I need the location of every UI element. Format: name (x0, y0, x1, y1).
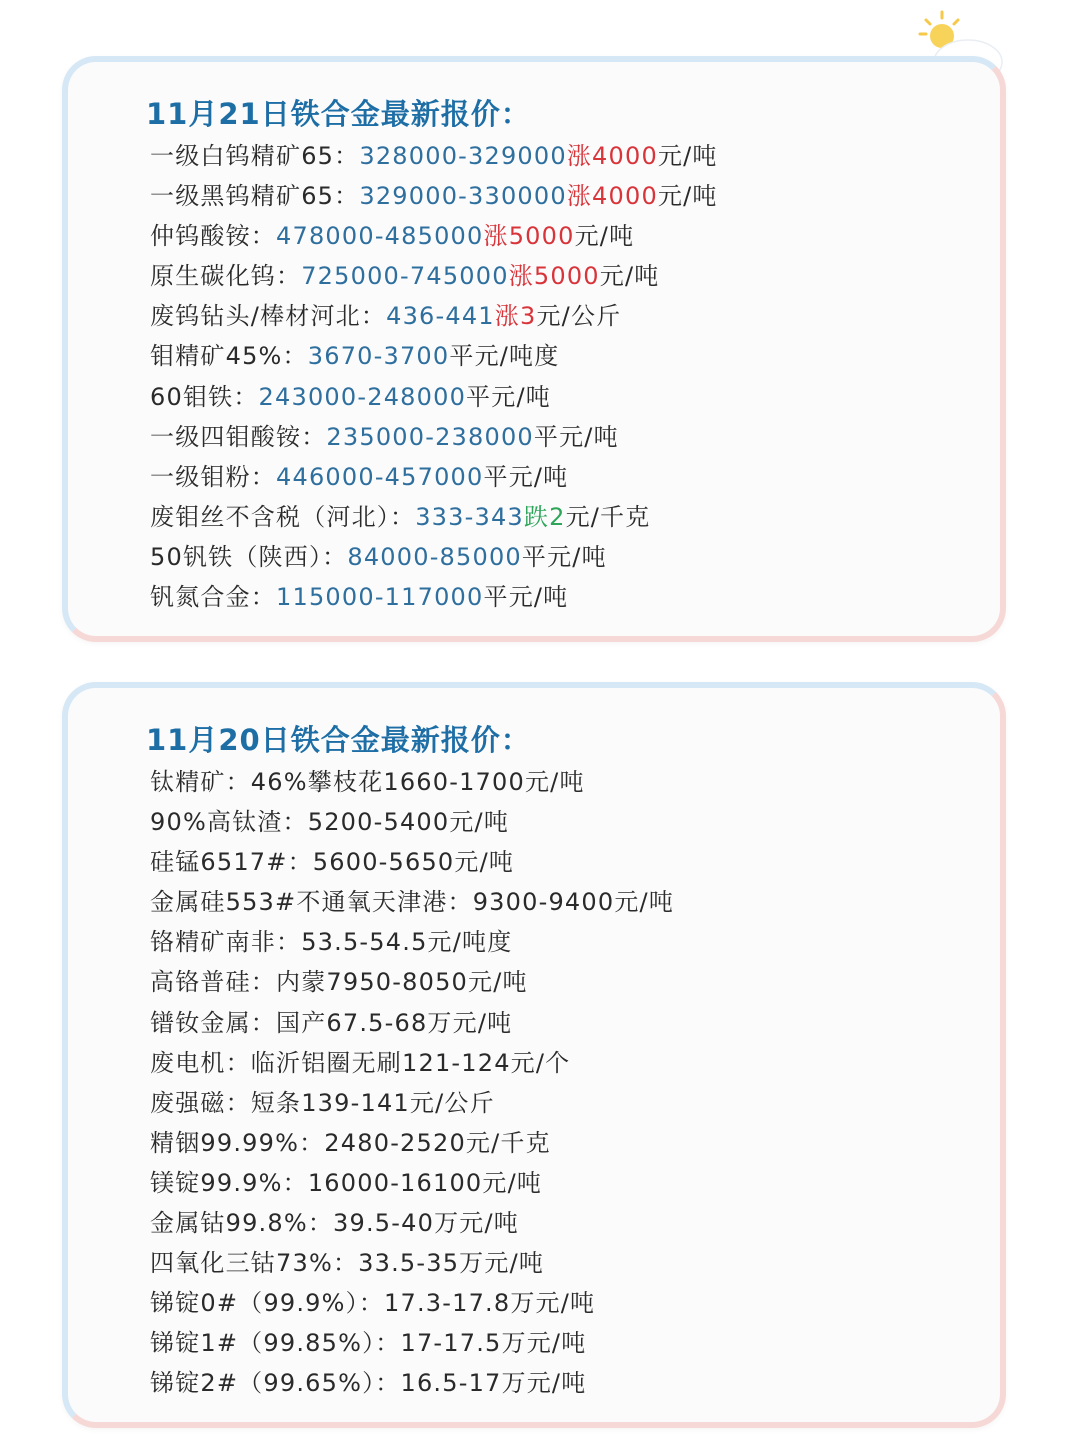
price-unit: 平元/吨 (483, 583, 569, 612)
price-range: 243000-248000 (258, 382, 467, 411)
price-unit: 平元/吨 (466, 382, 551, 411)
price-range: 436-441 (386, 302, 495, 331)
price-row: 90%高钛渣：5200-5400元/吨 (150, 808, 510, 837)
price-change-up: 涨5000 (508, 262, 600, 291)
price-list (150, 762, 674, 1404)
card-title: 11月20日铁合金最新报价： (146, 723, 531, 757)
item-name: 50钒铁（陕西）： (150, 542, 348, 571)
price-range: 84000-85000 (347, 542, 522, 571)
price-row (150, 176, 718, 216)
price-row (150, 417, 718, 457)
price-range: 3670-3700 (307, 342, 450, 371)
price-unit: 平元/吨 (521, 542, 607, 571)
price-unit: 平元/吨度 (449, 342, 560, 371)
price-row: 高铬普硅：内蒙7950-8050元/吨 (150, 968, 528, 997)
price-row: 废强磁：短条139-141元/公斤 (150, 1088, 495, 1117)
price-row (150, 537, 718, 577)
price-row: 金属钴99.8%：39.5-40万元/吨 (150, 1209, 519, 1238)
item-name: 钒氮合金： (150, 583, 276, 612)
price-change-up: 涨4000 (566, 142, 658, 170)
price-row (150, 457, 718, 497)
price-row (150, 336, 718, 376)
price-range: 328000-329000 (359, 142, 567, 170)
price-row: 硅锰6517#：5600-5650元/吨 (150, 848, 515, 877)
item-name: 一级白钨精矿65： (150, 142, 360, 170)
price-row: 铬精矿南非：53.5-54.5元/吨度 (150, 928, 513, 957)
price-row (150, 377, 718, 417)
price-unit: 平元/吨 (483, 462, 569, 491)
price-row (150, 216, 718, 256)
price-range: 235000-238000 (326, 422, 534, 451)
price-range: 446000-457000 (276, 462, 484, 491)
card-title: 11月21日铁合金最新报价： (146, 97, 531, 131)
price-row (150, 256, 718, 296)
price-row (150, 497, 718, 537)
price-unit: 元/吨 (599, 262, 660, 291)
price-row (150, 577, 718, 617)
item-name: 一级钼粉： (150, 462, 276, 491)
price-row: 金属硅553#不通氧天津港：9300-9400元/吨 (150, 888, 675, 917)
price-row: 精铟99.99%：2480-2520元/千克 (150, 1128, 551, 1157)
price-range: 115000-117000 (276, 583, 484, 612)
price-row (150, 136, 718, 176)
price-row: 钛精矿：46%攀枝花1660-1700元/吨 (150, 768, 585, 796)
price-unit: 平元/吨 (533, 422, 619, 451)
price-change-up: 涨4000 (566, 182, 658, 211)
item-name: 仲钨酸铵： (150, 222, 276, 251)
price-range: 333-343 (415, 502, 524, 531)
item-name: 原生碳化钨： (150, 262, 302, 291)
price-unit: 元/公斤 (536, 302, 622, 331)
item-name: 钼精矿45%： (150, 342, 308, 371)
price-row (150, 296, 718, 336)
item-name: 废钨钻头/棒材河北： (150, 302, 387, 331)
price-unit: 元/吨 (657, 182, 718, 211)
price-unit: 元/吨 (574, 222, 635, 251)
price-row: 镁锭99.9%：16000-16100元/吨 (150, 1168, 543, 1197)
price-row: 废电机：临沂铝圈无刷121-124元/个 (150, 1048, 571, 1077)
price-change-up: 涨3 (494, 302, 537, 331)
item-name: 一级四钼酸铵： (150, 422, 327, 451)
price-range: 478000-485000 (276, 222, 484, 251)
price-row: 镨钕金属：国产67.5-68万元/吨 (150, 1008, 513, 1037)
price-card-nov21 (62, 56, 1006, 642)
price-range: 329000-330000 (359, 182, 567, 211)
item-name: 一级黑钨精矿65： (150, 182, 360, 211)
price-list (150, 136, 718, 617)
price-card-nov20 (62, 682, 1006, 1428)
price-change-down: 跌2 (523, 502, 566, 531)
price-row: 锑锭1#（99.85%）：17-17.5万元/吨 (150, 1329, 587, 1358)
price-unit: 元/千克 (565, 502, 651, 531)
price-row: 四氧化三钴73%：33.5-35万元/吨 (150, 1249, 545, 1278)
price-change-up: 涨5000 (483, 222, 575, 251)
price-unit: 元/吨 (657, 142, 718, 170)
price-row: 锑锭2#（99.65%）：16.5-17万元/吨 (150, 1369, 587, 1398)
item-name: 废钼丝不含税（河北）： (150, 502, 416, 531)
price-range: 725000-745000 (301, 262, 509, 291)
item-name: 60钼铁： (150, 382, 259, 411)
price-row: 锑锭0#（99.9%）：17.3-17.8万元/吨 (150, 1289, 596, 1318)
